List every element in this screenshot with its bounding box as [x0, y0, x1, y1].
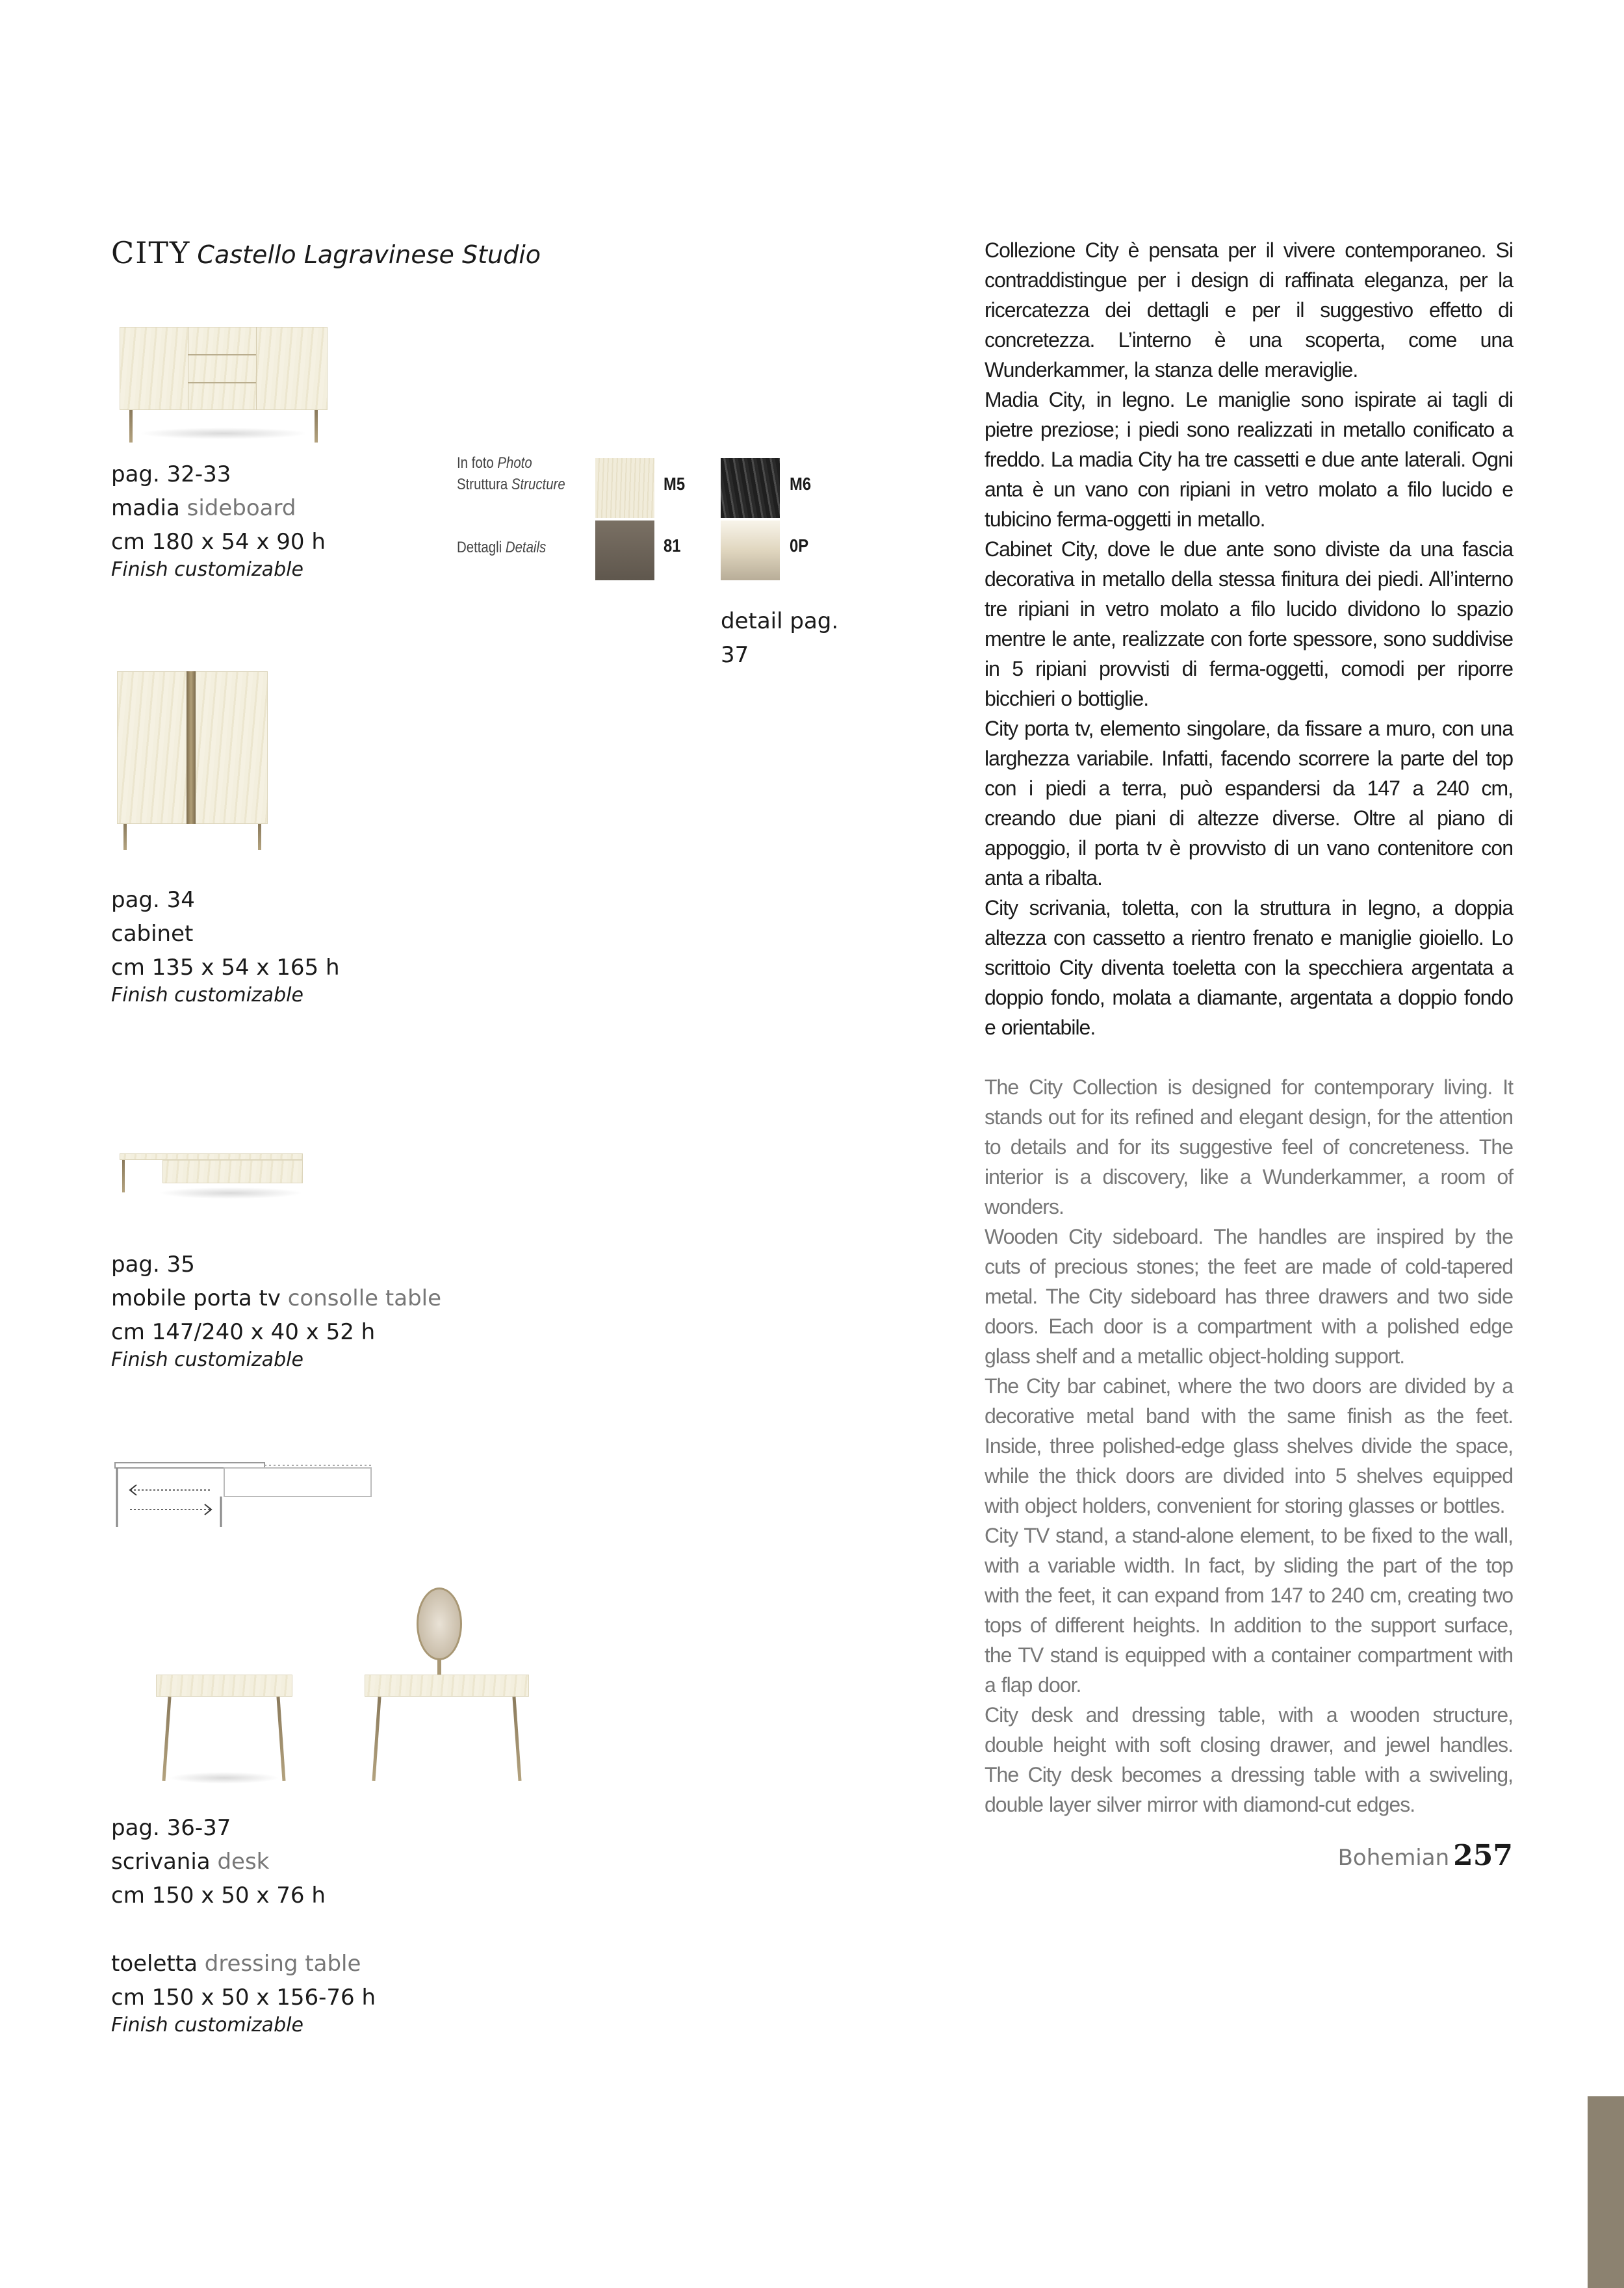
swatch-code: 81 [664, 535, 681, 556]
dressing-table-info [111, 1947, 376, 2037]
page-ref: pag. 32-33 [111, 461, 231, 487]
paragraph: City TV stand, a stand-alone element, to be fixed to the wall, with a variable width. In fact, by sliding the part of the top with the feet, it can expand from 147 to 240 cm, creating two tops of different heights. In addition to the support surface, the TV stand is equipped with a container compartment with a flap door. [985, 1524, 1513, 1697]
designer-name: Castello Lagravinese Studio [197, 240, 541, 269]
dimensions: cm 147/240 x 40 x 52 h [111, 1319, 376, 1345]
product-name-en: dressing table [204, 1951, 361, 1977]
page-footer [985, 1839, 1513, 1872]
dimensions: cm 150 x 50 x 156-76 h [111, 1985, 376, 2011]
tv-stand-info [111, 1248, 441, 1371]
product-name-en: consolle table [287, 1285, 442, 1311]
swatch-0p [721, 521, 780, 580]
dimensions: cm 180 x 54 x 90 h [111, 529, 326, 555]
cabinet-image [117, 671, 268, 852]
sideboard-info [111, 457, 326, 581]
swatch-81 [595, 521, 654, 580]
product-name-it: mobile porta tv [111, 1285, 281, 1311]
section-tab [1588, 2096, 1624, 2288]
dressing-table-image [365, 1587, 529, 1784]
finish-note: Finish customizable [111, 558, 303, 581]
details-label: Dettagli Details [457, 539, 547, 556]
swatch-code: 0P [790, 535, 809, 556]
paragraph: Collezione City è pensata per il vivere contemporaneo. Si contraddistingue per i design di raffinata eleganza, per la ricercatezza dei dettagli e per il suggestivo effetto di concretezza. L’interno è una scoperta, come una Wunderkammer, la stanza delle meraviglie. [985, 238, 1513, 381]
desk-image [156, 1675, 292, 1784]
photo-label: In foto Photo [457, 454, 532, 472]
collection-name: CITY [111, 235, 191, 270]
finish-note: Finish customizable [111, 2014, 303, 2037]
cabinet-info [111, 883, 340, 1007]
description-english [985, 1072, 1513, 1819]
finish-note: Finish customizable [111, 1348, 303, 1371]
paragraph: The City bar cabinet, where the two doors are divided by a decorative metal band with the same finish as the feet. Inside, three polished-edge glass shelves divide the space, while the thick doors are divided into 5 shelves equipped with object holders, convenient for storing glasses or bottles. [985, 1374, 1513, 1517]
swatch-m6 [721, 458, 780, 518]
paragraph: Wooden City sideboard. The handles are inspired by the cuts of precious stones; the feet are made of cold-tapered metal. The City sideboard has three drawers and two side doors. Each door is a compartment with a polished edge glass shelf and a metallic object-holding support. [985, 1225, 1513, 1368]
paragraph: City porta tv, elemento singolare, da fissare a muro, con una larghezza variabile. Infatti, facendo scorrere la parte del top con i piedi a terra, può espandersi da 147 a 240 cm, creando due piani di altezze diverse. Oltre al piano di appoggio, il porta tv è provvisto di un vano contenitore con anta a ribalta. [985, 717, 1513, 890]
finish-note: Finish customizable [111, 984, 303, 1007]
page-ref: pag. 36-37 [111, 1815, 231, 1841]
swatch-m5 [595, 458, 654, 518]
product-name-en: sideboard [187, 495, 296, 521]
paragraph: City scrivania, toletta, con la struttura in legno, a doppia altezza con cassetto a rientro frenato e maniglie gioiello. Lo scrittoio City diventa toeletta con la specchiera argentata a doppio fondo, molata a diamante, argentata a doppio fondo e orientabile. [985, 896, 1513, 1039]
page-number: 257 [1453, 1839, 1513, 1872]
swatch-code: M5 [664, 474, 686, 494]
page-title [111, 235, 541, 270]
magazine-name: Bohemian [1337, 1845, 1450, 1871]
product-name-en: desk [217, 1849, 270, 1875]
paragraph: The City Collection is designed for contemporary living. It stands out for its refined and elegant design, for the attention to details and for its suggestive feel of concreteness. The interior is a discovery, like a Wunderkammer, a room of wonders. [985, 1075, 1513, 1218]
tv-stand-image [120, 1148, 303, 1208]
detail-page-ref: detail pag. 37 [721, 608, 839, 668]
page-ref: pag. 35 [111, 1252, 195, 1278]
page-ref: pag. 34 [111, 887, 195, 913]
extension-diagram [114, 1459, 374, 1530]
paragraph: City desk and dressing table, with a wooden structure, double height with soft closing drawer, and jewel handles. The City desk becomes a dressing table with a swiveling, double layer silver mirror with diamond-cut edges. [985, 1703, 1513, 1816]
text-column [985, 235, 1513, 1872]
description-italian [985, 235, 1513, 1042]
product-name-it: scrivania [111, 1849, 211, 1875]
sideboard-image [120, 327, 328, 444]
structure-label: Struttura Structure [457, 476, 565, 493]
dimensions: cm 150 x 50 x 76 h [111, 1883, 326, 1909]
product-name-it: toeletta [111, 1951, 198, 1977]
paragraph: Cabinet City, dove le due ante sono diviste da una fascia decorativa in metallo della stessa finitura dei piedi. All’interno tre ripiani in vetro molato a filo lucido dividono lo spazio mentre le ante, realizzate con forte spessore, sono suddivise in 5 ripiani provvisti di ferma-oggetti, comodi per riporre bicchieri o bottiglie. [985, 537, 1513, 710]
dimensions: cm 135 x 54 x 165 h [111, 955, 340, 981]
paragraph: Madia City, in legno. Le maniglie sono ispirate ai tagli di pietre preziose; i piedi sono realizzati in metallo conificato a freddo. La madia City ha tre cassetti e due ante laterali. Ogni anta è un vano con ripiani in vetro molato a filo lucido e tubicino ferma-oggetti in metallo. [985, 388, 1513, 531]
swatch-code: M6 [790, 474, 812, 494]
desk-info [111, 1811, 326, 1912]
product-name-it: cabinet [111, 921, 194, 947]
product-name-it: madia [111, 495, 180, 521]
